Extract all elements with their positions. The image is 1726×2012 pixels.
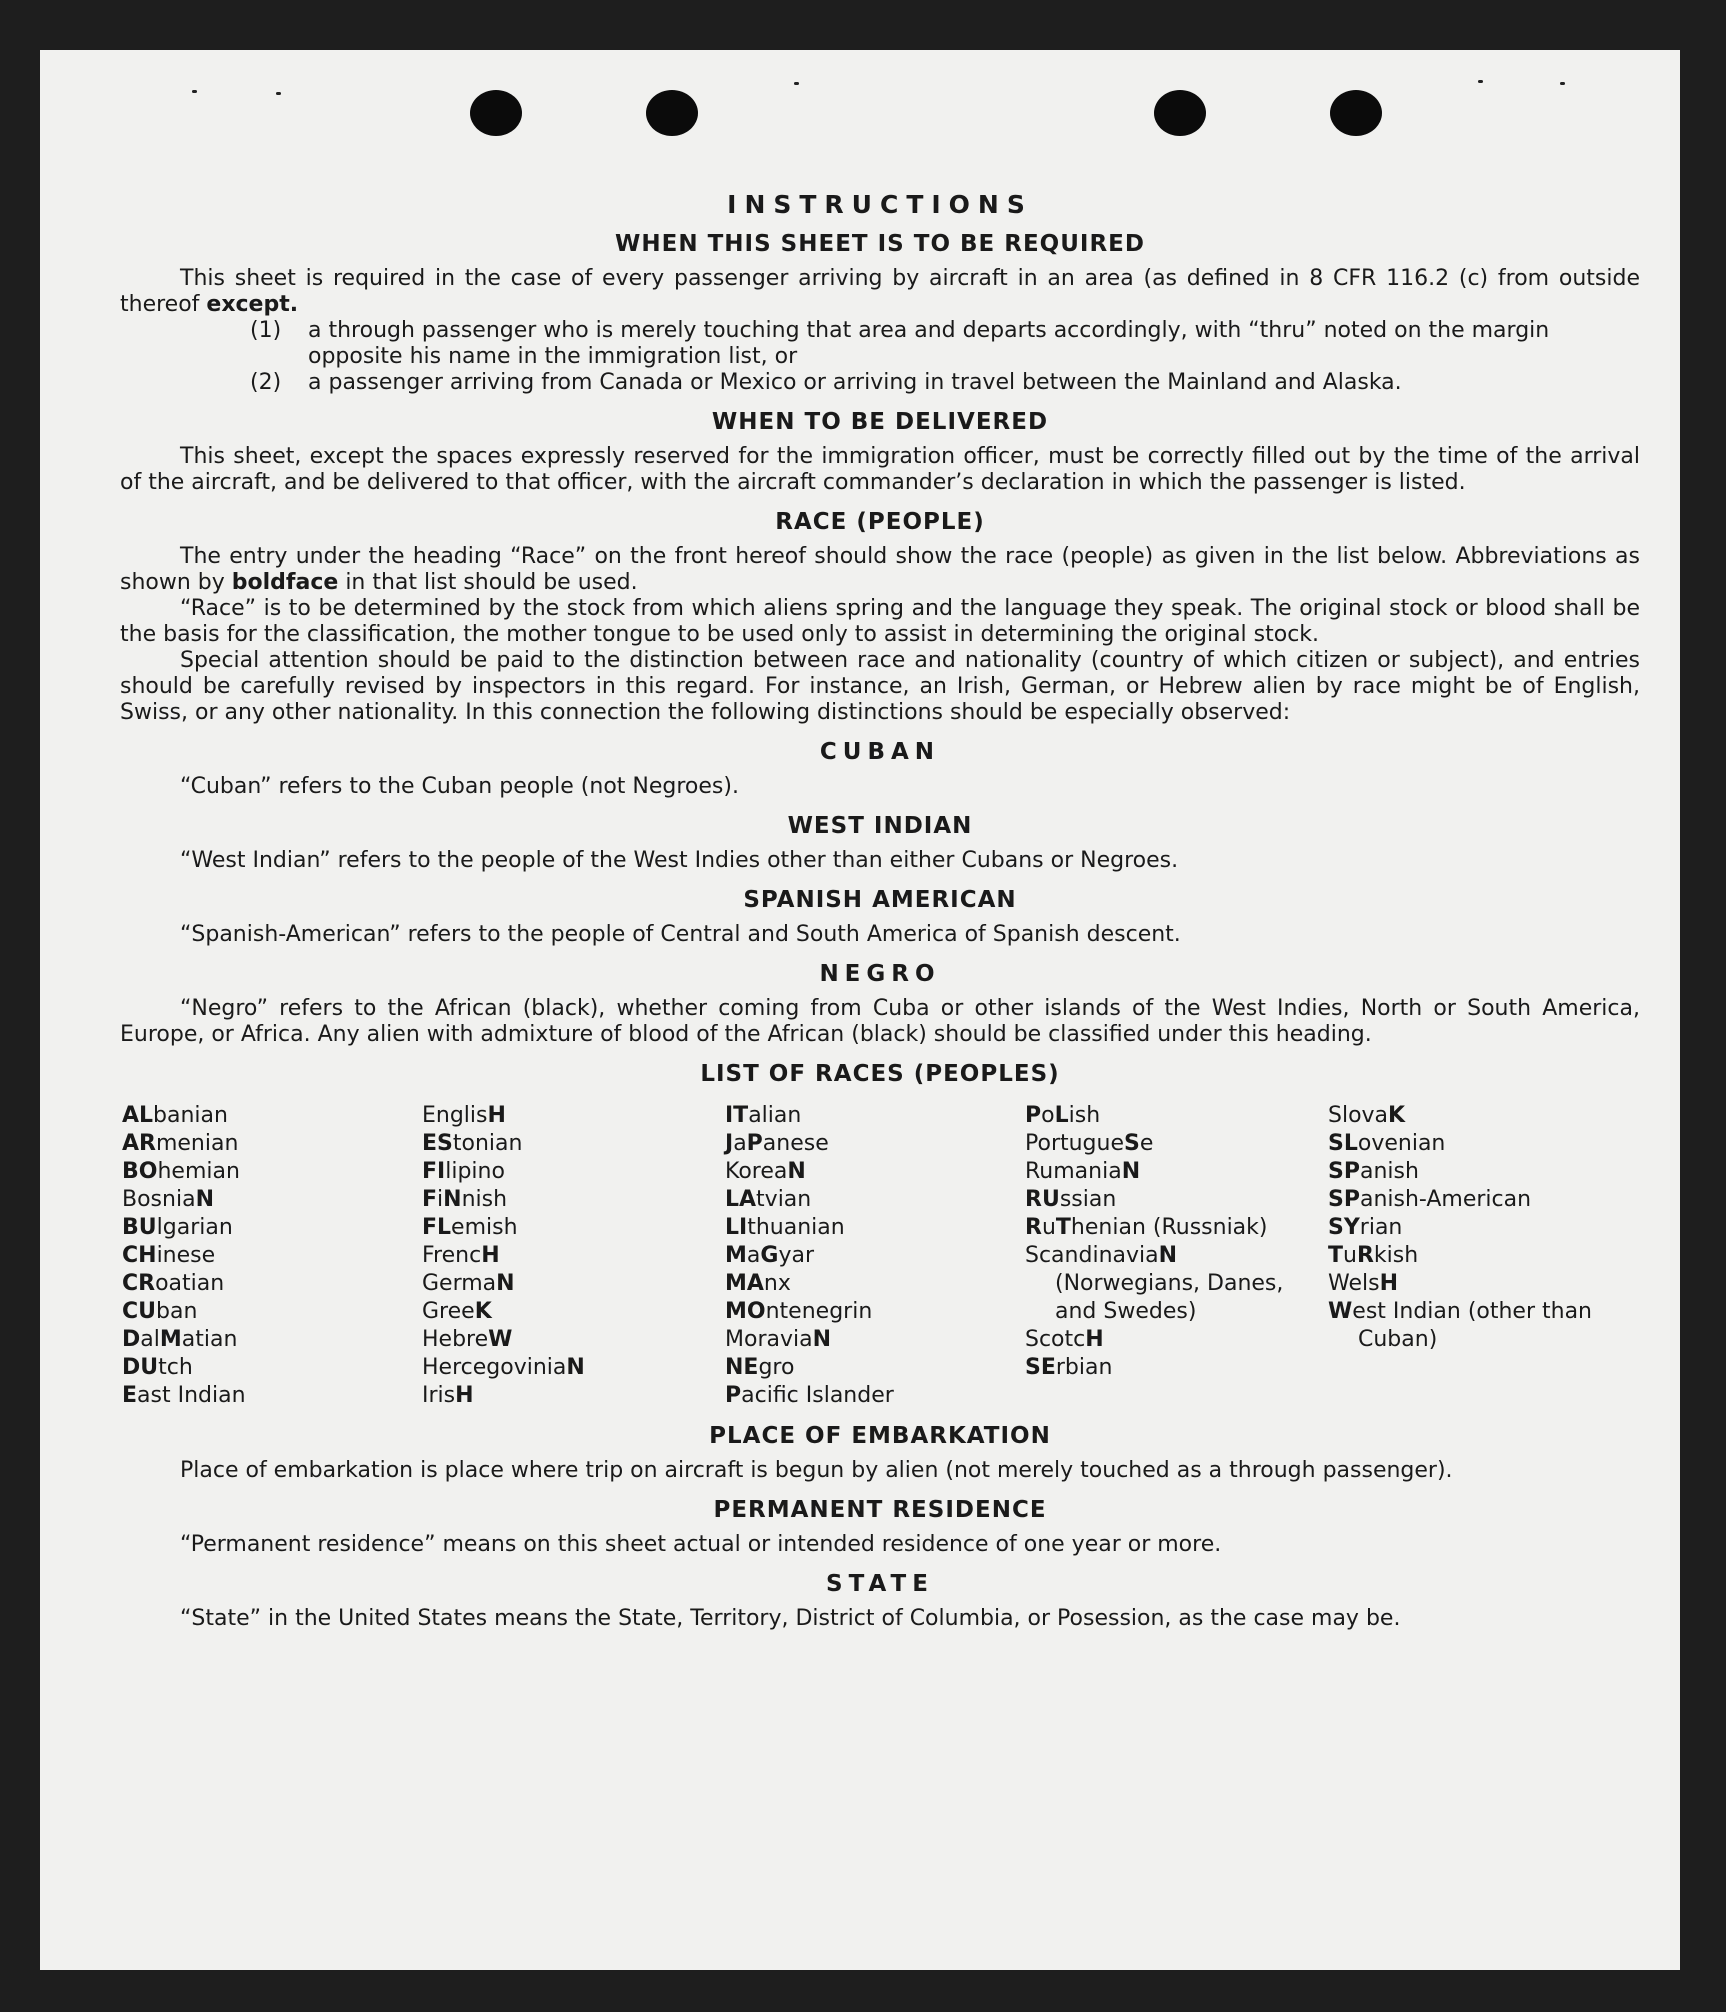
race-item bbox=[422, 1158, 723, 1186]
race-abbrev-letters: P bbox=[725, 1383, 742, 1408]
race-item bbox=[1328, 1158, 1640, 1186]
section-heading: RACE (PEOPLE) bbox=[775, 509, 985, 535]
race-text: yar bbox=[778, 1243, 814, 1268]
race-abbrev-letters: RU bbox=[1025, 1187, 1060, 1212]
race-item bbox=[422, 1298, 723, 1326]
race-abbrev-letters: MO bbox=[725, 1299, 766, 1324]
section-spanish-american bbox=[120, 886, 1640, 948]
race-abbrev-letters: K bbox=[1388, 1103, 1406, 1128]
section-negro bbox=[120, 960, 1640, 1048]
section-list-of-races bbox=[120, 1060, 1640, 1410]
race-abbrev-letters: ES bbox=[422, 1131, 453, 1156]
exception-number: (1) bbox=[250, 318, 282, 343]
exception-text: a passenger arriving from Canada or Mexico or arriving in travel between the Mainland and Alaska. bbox=[308, 370, 1402, 395]
race-text: est Indian (other than Cuban) bbox=[1352, 1299, 1593, 1352]
speck bbox=[1478, 80, 1483, 83]
race-item bbox=[725, 1242, 1023, 1270]
race-abbrev-letters: R bbox=[1356, 1243, 1374, 1268]
race-text: gro bbox=[758, 1355, 795, 1380]
race-abbrev-letters: SE bbox=[1025, 1355, 1056, 1380]
race-abbrev-letters: M bbox=[725, 1243, 747, 1268]
document-sheet bbox=[40, 50, 1680, 1970]
race-abbrev-letters: H bbox=[481, 1243, 500, 1268]
section-heading: WHEN TO BE DELIVERED bbox=[711, 409, 1049, 435]
section-when-required bbox=[120, 230, 1640, 396]
race-text: i bbox=[437, 1187, 444, 1212]
section-text: This sheet, except the spaces expressly reserved for the immigration officer, must be correctly filled out by the time of the arrival of the aircraft, and be delivered to that officer, with the aircraft commander’s declaration in which the passenger is listed. bbox=[120, 444, 1640, 495]
race-text: Iris bbox=[422, 1383, 456, 1408]
speck bbox=[276, 92, 281, 95]
section-text: “Permanent residence” means on this sheet actual or intended residence of one year or more. bbox=[180, 1532, 1222, 1557]
race-abbrev-letters: CR bbox=[122, 1271, 156, 1296]
race-text: Slova bbox=[1328, 1103, 1389, 1128]
race-text: Portugue bbox=[1025, 1131, 1124, 1156]
section-heading: STATE bbox=[826, 1571, 934, 1597]
race-abbrev-letters: N bbox=[787, 1159, 806, 1184]
race-abbrev-letters: LA bbox=[725, 1187, 757, 1212]
race-text: anese bbox=[762, 1131, 829, 1156]
race-item bbox=[1328, 1130, 1640, 1158]
race-text: al bbox=[140, 1327, 160, 1352]
race-text: menian bbox=[155, 1131, 239, 1156]
race-abbrev-letters: M bbox=[159, 1327, 182, 1352]
race-item bbox=[725, 1354, 1023, 1382]
race-abbrev-letters: H bbox=[1085, 1327, 1104, 1352]
race-text: Moravia bbox=[725, 1327, 813, 1352]
race-abbrev-letters: H bbox=[1379, 1271, 1398, 1296]
race-abbrev-letters: LI bbox=[725, 1215, 748, 1240]
race-abbrev-letters: BU bbox=[122, 1215, 157, 1240]
race-abbrev-letters: FL bbox=[422, 1215, 452, 1240]
race-text: henian (Russniak) bbox=[1070, 1215, 1268, 1240]
race-column bbox=[420, 1102, 723, 1410]
race-abbrev-letters: BO bbox=[122, 1159, 158, 1184]
race-abbrev-letters: H bbox=[455, 1383, 474, 1408]
section-heading: WEST INDIAN bbox=[787, 813, 973, 839]
race-abbrev-letters: N bbox=[566, 1355, 585, 1380]
race-abbrev-letters: R bbox=[1025, 1215, 1042, 1240]
race-abbrev-letters: N bbox=[812, 1327, 832, 1352]
race-item bbox=[1025, 1186, 1326, 1214]
race-text: atian bbox=[181, 1327, 238, 1352]
race-abbrev-letters: SL bbox=[1328, 1131, 1358, 1156]
race-item bbox=[422, 1186, 723, 1214]
race-text: tvian bbox=[756, 1187, 812, 1212]
race-text: u bbox=[1041, 1215, 1056, 1240]
race-item bbox=[725, 1298, 1023, 1326]
race-text: Scotc bbox=[1025, 1327, 1086, 1352]
section-text: Special attention should be paid to the distinction between race and nationality (country of which citizen or subject), and entries should be carefully revised by inspectors in this regard. For instance, an Irish, German, or Hebrew alien by race might be of English, Swiss, or any other nationality. In this connection the following distinctions should be especially observed: bbox=[120, 648, 1640, 725]
race-abbrev-letters: D bbox=[122, 1327, 141, 1352]
race-text-part: The entry under the heading “Race” on the front hereof should show the race (people) as given in the list below. Abbreviations as shown by bbox=[120, 544, 1640, 595]
race-text: kish bbox=[1373, 1243, 1419, 1268]
race-item bbox=[725, 1130, 1023, 1158]
punch-hole bbox=[646, 90, 698, 136]
section-heading: WHEN THIS SHEET IS TO BE REQUIRED bbox=[615, 231, 1145, 257]
boldface-word: boldface bbox=[231, 570, 339, 595]
race-item bbox=[1025, 1130, 1326, 1158]
speck bbox=[192, 90, 197, 93]
race-abbrev-letters: J bbox=[725, 1131, 734, 1156]
section-text: “Cuban” refers to the Cuban people (not Negroes). bbox=[180, 774, 739, 799]
race-text: lgarian bbox=[156, 1215, 233, 1240]
race-abbrev-letters: K bbox=[474, 1299, 492, 1324]
race-text: rian bbox=[1359, 1215, 1403, 1240]
race-text: tonian bbox=[452, 1131, 523, 1156]
race-item bbox=[1328, 1298, 1640, 1354]
race-text: Scandinavia bbox=[1025, 1243, 1159, 1268]
race-text: ntenegrin bbox=[765, 1299, 873, 1324]
race-text: banian bbox=[153, 1103, 228, 1128]
race-column bbox=[1326, 1102, 1640, 1410]
race-text-part: in that list should be used. bbox=[345, 570, 638, 595]
except-word: except. bbox=[206, 292, 299, 317]
race-abbrev-letters: SP bbox=[1328, 1159, 1360, 1184]
race-item bbox=[725, 1158, 1023, 1186]
race-item bbox=[422, 1326, 723, 1354]
race-item bbox=[422, 1102, 723, 1130]
race-abbrev-letters: N bbox=[195, 1187, 214, 1212]
race-text: ssian bbox=[1059, 1187, 1117, 1212]
race-item bbox=[122, 1270, 420, 1298]
section-state bbox=[120, 1570, 1640, 1632]
section-text: “Negro” refers to the African (black), whether coming from Cuba or other islands of the West Indies, North or South America, Europe, or Africa. Any alien with admixture of blood of the African (black) should be classified under this heading. bbox=[120, 996, 1640, 1047]
races-list bbox=[120, 1102, 1640, 1410]
race-text: emish bbox=[451, 1215, 518, 1240]
race-text: Hebre bbox=[422, 1327, 489, 1352]
race-item bbox=[122, 1242, 420, 1270]
race-item bbox=[422, 1242, 723, 1270]
section-text: “State” in the United States means the State, Territory, District of Columbia, or Posession, as the case may be. bbox=[180, 1606, 1401, 1631]
race-text: nish bbox=[461, 1187, 508, 1212]
race-item bbox=[725, 1270, 1023, 1298]
punch-hole bbox=[470, 90, 522, 136]
race-text: Hercegovinia bbox=[422, 1355, 567, 1380]
race-abbrev-letters: N bbox=[443, 1187, 462, 1212]
race-abbrev-letters: NE bbox=[725, 1355, 759, 1380]
exception-item bbox=[120, 370, 1640, 396]
race-item bbox=[1025, 1102, 1326, 1130]
race-item bbox=[422, 1130, 723, 1158]
race-abbrev-letters: S bbox=[1124, 1131, 1140, 1156]
section-text: “West Indian” refers to the people of the West Indies other than either Cubans or Negroes. bbox=[180, 848, 1179, 873]
race-text: (Norwegians, Danes, and Swedes) bbox=[1055, 1271, 1284, 1324]
exception-text: a through passenger who is merely touching that area and departs accordingly, with “thru” noted on the margin opposite his name in the immigration list, or bbox=[308, 318, 1550, 369]
race-item bbox=[122, 1326, 420, 1354]
race-text: a bbox=[733, 1131, 747, 1156]
race-text: a bbox=[746, 1243, 761, 1268]
intro-text: This sheet is required in the case of every passenger arriving by aircraft in an area (as defined in 8 CFR 116.2 (c) from outside thereof bbox=[120, 266, 1640, 317]
race-abbrev-letters: N bbox=[1121, 1159, 1141, 1184]
race-text: Gree bbox=[422, 1299, 475, 1324]
race-text: Korea bbox=[725, 1159, 788, 1184]
race-abbrev-letters: E bbox=[122, 1383, 138, 1408]
race-item bbox=[725, 1186, 1023, 1214]
race-text: Bosnia bbox=[122, 1187, 196, 1212]
race-text: Germa bbox=[422, 1271, 497, 1296]
race-text: Frenc bbox=[422, 1243, 482, 1268]
race-text: nx bbox=[763, 1271, 791, 1296]
section-text: “Spanish-American” refers to the people of Central and South America of Spanish descent. bbox=[180, 922, 1181, 947]
race-text: ban bbox=[156, 1299, 198, 1324]
race-abbrev-letters: MA bbox=[725, 1271, 764, 1296]
race-text: inese bbox=[156, 1243, 216, 1268]
section-race bbox=[120, 508, 1640, 726]
section-heading: SPANISH AMERICAN bbox=[743, 887, 1017, 913]
race-abbrev-letters: AL bbox=[122, 1103, 154, 1128]
race-abbrev-letters: N bbox=[496, 1271, 515, 1296]
race-item bbox=[725, 1102, 1023, 1130]
section-heading: NEGRO bbox=[819, 961, 941, 987]
race-column bbox=[120, 1102, 420, 1410]
race-text: u bbox=[1343, 1243, 1357, 1268]
race-item bbox=[422, 1214, 723, 1242]
race-item bbox=[725, 1382, 1023, 1410]
race-abbrev-letters: W bbox=[488, 1327, 513, 1352]
race-text: Wels bbox=[1328, 1271, 1380, 1296]
race-item bbox=[1025, 1326, 1326, 1354]
race-item bbox=[1025, 1214, 1326, 1242]
section-west-indian bbox=[120, 812, 1640, 874]
race-item bbox=[1025, 1158, 1326, 1186]
punch-hole bbox=[1330, 90, 1382, 136]
race-abbrev-letters: SP bbox=[1328, 1187, 1360, 1212]
section-heading: CUBAN bbox=[819, 739, 941, 765]
race-abbrev-letters: G bbox=[760, 1243, 779, 1268]
race-column bbox=[723, 1102, 1023, 1410]
section-cuban bbox=[120, 738, 1640, 800]
race-item bbox=[122, 1158, 420, 1186]
race-text: e bbox=[1139, 1131, 1154, 1156]
race-abbrev-letters: T bbox=[1055, 1215, 1071, 1240]
race-item bbox=[1328, 1242, 1640, 1270]
race-abbrev-letters: IT bbox=[725, 1103, 749, 1128]
instructions-content bbox=[120, 190, 1640, 1632]
speck bbox=[794, 82, 799, 85]
race-item bbox=[122, 1186, 420, 1214]
race-abbrev-letters: N bbox=[1158, 1243, 1178, 1268]
race-column bbox=[1023, 1102, 1326, 1410]
race-text: anish bbox=[1359, 1159, 1419, 1184]
section-heading: PERMANENT RESIDENCE bbox=[713, 1497, 1047, 1523]
section-embarkation bbox=[120, 1422, 1640, 1484]
punch-hole bbox=[1154, 90, 1206, 136]
race-text: hemian bbox=[157, 1159, 240, 1184]
section-text: Place of embarkation is place where trip on aircraft is begun by alien (not merely touched as a through passenger). bbox=[180, 1458, 1453, 1483]
race-abbrev-letters: FI bbox=[422, 1159, 446, 1184]
race-item bbox=[1328, 1214, 1640, 1242]
race-item bbox=[422, 1382, 723, 1410]
race-text: tch bbox=[158, 1355, 193, 1380]
race-item bbox=[1328, 1186, 1640, 1214]
race-item bbox=[122, 1354, 420, 1382]
race-text: anish-American bbox=[1359, 1187, 1532, 1212]
section-text bbox=[120, 266, 1640, 318]
race-item bbox=[725, 1326, 1023, 1354]
race-abbrev-letters: CH bbox=[122, 1243, 157, 1268]
race-abbrev-letters: DU bbox=[122, 1355, 159, 1380]
race-text: lipino bbox=[445, 1159, 505, 1184]
race-text: Rumania bbox=[1025, 1159, 1122, 1184]
race-item bbox=[122, 1102, 420, 1130]
race-item bbox=[122, 1214, 420, 1242]
race-abbrev-letters: P bbox=[746, 1131, 763, 1156]
race-text: ast Indian bbox=[137, 1383, 246, 1408]
race-item bbox=[422, 1354, 723, 1382]
race-abbrev-letters: H bbox=[487, 1103, 506, 1128]
race-abbrev-letters: AR bbox=[122, 1131, 156, 1156]
race-text: ovenian bbox=[1357, 1131, 1446, 1156]
race-abbrev-letters: F bbox=[422, 1187, 438, 1212]
race-item bbox=[1328, 1102, 1640, 1130]
page-title: INSTRUCTIONS bbox=[727, 190, 1033, 219]
race-abbrev-letters: T bbox=[1328, 1243, 1344, 1268]
race-item bbox=[1025, 1354, 1326, 1382]
race-text: rbian bbox=[1055, 1355, 1113, 1380]
race-item bbox=[1328, 1270, 1640, 1298]
race-item bbox=[1025, 1242, 1326, 1326]
race-abbrev-letters: SY bbox=[1328, 1215, 1360, 1240]
section-text: “Race” is to be determined by the stock from which aliens spring and the language they speak. The original stock or blood shall be the basis for the classification, the mother tongue to be used only to assist in determining the original stock. bbox=[120, 596, 1640, 647]
race-abbrev-letters: P bbox=[1025, 1103, 1042, 1128]
race-text: thuanian bbox=[747, 1215, 845, 1240]
section-when-delivered bbox=[120, 408, 1640, 496]
race-text: Englis bbox=[422, 1103, 488, 1128]
race-text: ish bbox=[1068, 1103, 1101, 1128]
speck bbox=[1560, 82, 1565, 85]
race-abbrev-letters: W bbox=[1328, 1299, 1353, 1324]
exception-number: (2) bbox=[250, 370, 282, 395]
race-abbrev-letters: L bbox=[1054, 1103, 1069, 1128]
exception-item bbox=[120, 318, 1640, 370]
race-text: alian bbox=[748, 1103, 802, 1128]
race-item bbox=[122, 1130, 420, 1158]
section-permanent-residence bbox=[120, 1496, 1640, 1558]
race-text: oatian bbox=[155, 1271, 225, 1296]
race-item bbox=[422, 1270, 723, 1298]
section-heading: LIST OF RACES (PEOPLES) bbox=[700, 1061, 1060, 1087]
section-heading: PLACE OF EMBARKATION bbox=[709, 1423, 1051, 1449]
race-item bbox=[122, 1298, 420, 1326]
race-text: acific Islander bbox=[741, 1383, 894, 1408]
race-item bbox=[725, 1214, 1023, 1242]
section-text bbox=[120, 544, 1640, 596]
race-item bbox=[122, 1382, 420, 1410]
race-abbrev-letters: CU bbox=[122, 1299, 157, 1324]
race-text: o bbox=[1041, 1103, 1055, 1128]
